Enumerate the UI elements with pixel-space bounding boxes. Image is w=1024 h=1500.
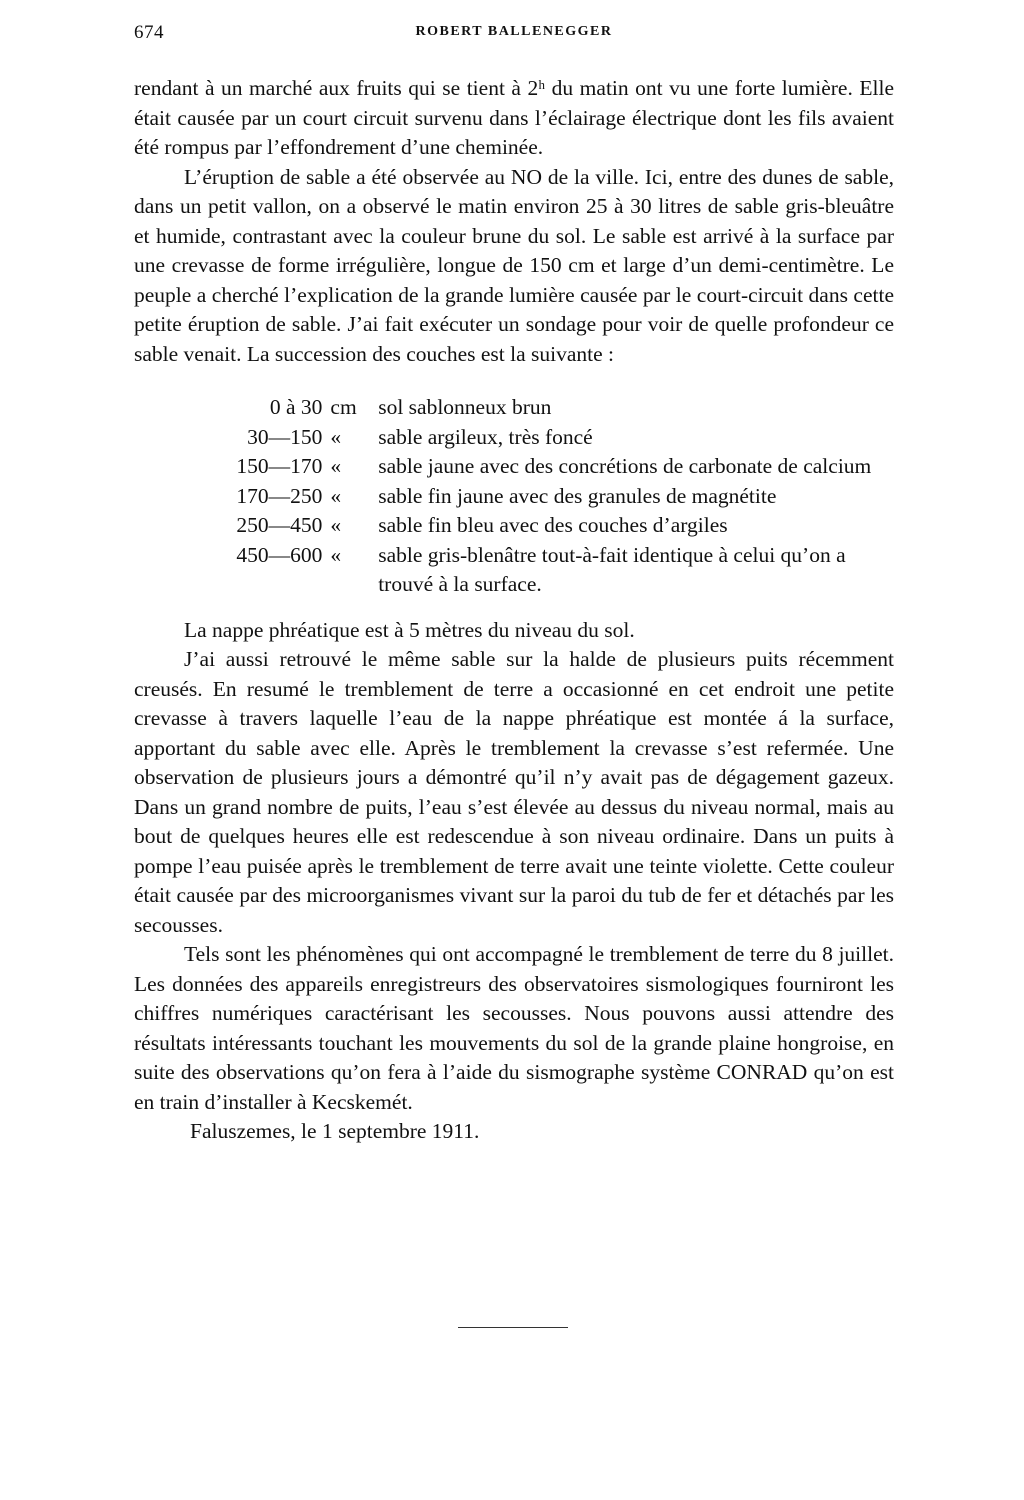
paragraph-wells: J’ai aussi retrouvé le même sable sur la halde de plusieurs puits récemment creusés. En resumé le tremblement de terre a occasionné en cet endroit une petite crevasse à travers laquelle l’eau de la nappe phréatique est montée á la surface, apportant du sable avec elle. Après le tremblement la crevasse s’est refermée. Une observation de plusieurs jours a démontré qu’il n’y avait pas de dégagement gazeux. Dans un grand nombre de puits, l’eau s’est élevée au dessus du niveau normal, mais au bout de quelques heures elle est redescendue à son niveau ordinaire. Dans un puits à pompe l’eau puisée après le tremblement de terre avait une teinte violette. Cette couleur était causée par des microorganismes vivant sur la paroi du tub de fer et détachés par les secousses. [134, 647, 894, 937]
layer-description: sable jaune avec des concrétions de carbonate de calcium [378, 454, 872, 478]
table-row [134, 511, 894, 541]
layer-description: sable argileux, très foncé [378, 424, 593, 449]
layer-description: sable fin bleu avec des couches d’argiles [378, 513, 728, 537]
page-number: 674 [134, 22, 164, 43]
layer-unit: « [330, 424, 342, 449]
paragraph-continuation: rendant à un marché aux fruits qui se tient à 2ʰ du matin ont vu une forte lumière. Elle était causée par un court circuit survenu dans l’éclairage électrique dont les fils avaient été rompus par l’effondrement d’une cheminée. [134, 76, 894, 159]
page-header [134, 22, 894, 48]
layer-depth: 0 à 30 [269, 395, 323, 419]
layer-unit: « [330, 542, 342, 567]
layer-depth: 30—150 [247, 424, 323, 449]
table-row [134, 482, 894, 512]
layer-description: sable fin jaune avec des granules de magnétite [378, 483, 777, 508]
layer-unit: « [330, 454, 342, 478]
soil-layer-table [134, 393, 894, 600]
table-row [134, 423, 894, 453]
end-divider-rule [458, 1327, 568, 1329]
paragraph-sand-eruption: L’éruption de sable a été observée au NO de la ville. Ici, entre des dunes de sable, dans un petit vallon, on a observé le matin environ 25 à 30 litres de sable gris-bleuâtre et humide, contrastant avec la couleur brune du sol. Le sable est arrivé à la surface par une crevasse de forme irrégulière, longue de 150 cm et large d’un demi-centimètre. Le peuple a cherché l’explication de la grande lumière causée par le court-circuit dans cette petite éruption de sable. J’ai fait exécuter un sondage pour voir de quelle profondeur ce sable venait. La succession des couches est la suivante : [134, 164, 894, 366]
layer-unit: « [330, 513, 342, 537]
layer-depth: 170—250 [236, 483, 323, 508]
paragraph-water-table: La nappe phréatique est à 5 mètres du niveau du sol. [184, 617, 635, 642]
layer-description: sol sablonneux brun [378, 395, 552, 419]
table-row [134, 452, 894, 482]
layer-depth: 150—170 [236, 454, 323, 478]
paragraph-conclusion: Tels sont les phénomènes qui ont accompagné le tremblement de terre du 8 juillet. Les données des appareils enregistreurs des observatoires sismologiques fourniront les chiffres numériques caractérisant les secousses. Nous pouvons aussi attendre des résultats intéressants touchant les mouvements du sol de la grande plaine hongroise, en suite des observations qu’on fera à l’aide du sismographe système CONRAD qu’on est en train d’installer à Kecskemét. [134, 942, 894, 1114]
place-date-signature: Faluszemes, le 1 septembre 1911. [190, 1119, 480, 1143]
layer-unit: cm [330, 395, 357, 419]
running-head-author: ROBERT BALLENEGGER [415, 24, 613, 39]
layer-unit: « [330, 483, 342, 508]
table-row [134, 541, 894, 600]
article-body [134, 74, 894, 1147]
table-row [134, 393, 894, 423]
layer-depth: 450—600 [236, 542, 323, 567]
layer-depth: 250—450 [236, 513, 323, 537]
layer-description: sable gris-blenâtre tout-à-fait identique à celui qu’on a trouvé à la surface. [378, 542, 846, 596]
